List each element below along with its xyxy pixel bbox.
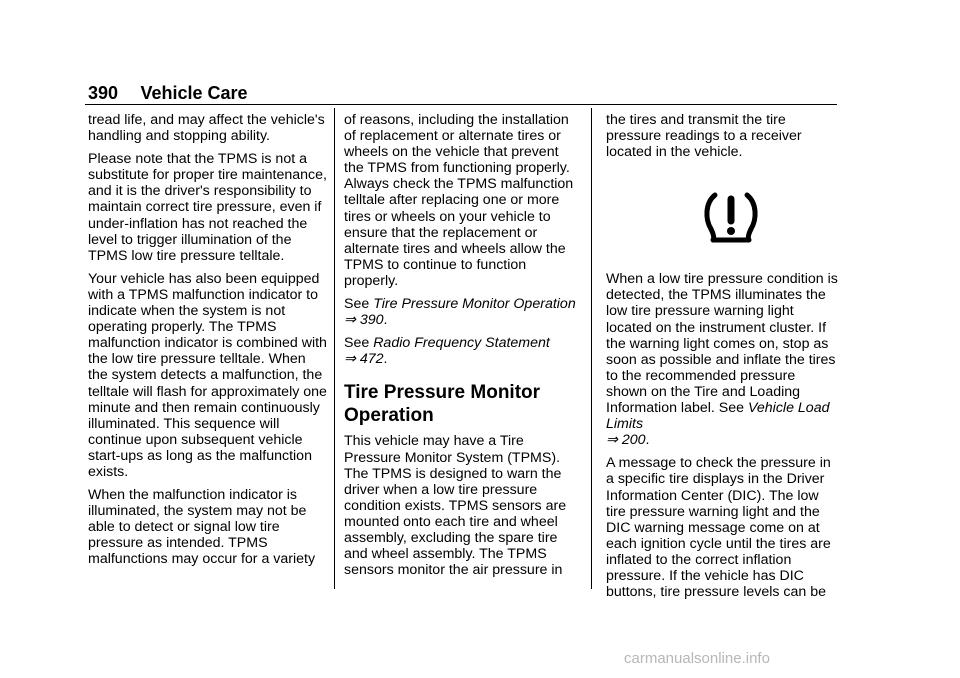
- paragraph: Your vehicle has also been equipped with a TPMS malfunction indicator to indicate when the system is not operating properly. The TPMS malfunction indicator is combined with the low tire pressure telltale. When the system detects a malfunction, the telltale will flash for approximately one minute and then remain continuously illuminated. This sequence will continue upon subsequent vehicle start-ups as long as the malfunction exists.: [88, 270, 327, 480]
- cross-reference-link[interactable]: Radio Frequency Statement: [373, 335, 550, 352]
- paragraph: This vehicle may have a Tire Pressure Monitor System (TPMS). The TPMS is designed to warn the driver when a low tire pressure condition exists. TPMS sensors are mounted onto each tire and wheel assembly, excluding the spare tire and wheel assembly. The TPMS sensors monitor the air pressure in: [344, 433, 567, 579]
- paragraph: A message to check the pressure in a specific tire displays in the Driver Information Center (DIC). The low tire pressure warning light and the DIC warning message come on at each ignition cycle until the tires are inflated to the correct inflation pressure. If the vehicle has DIC buttons, tire pressure levels can be: [606, 455, 831, 601]
- column-1: [88, 112, 328, 575]
- page-header: [88, 83, 248, 105]
- page-reference[interactable]: ⇒ 200: [606, 432, 646, 449]
- paragraph: the tires and transmit the tire pressure readings to a receiver located in the vehicle.: [606, 112, 802, 161]
- page-reference[interactable]: ⇒ 390: [344, 312, 384, 329]
- tpms-warning-icon: [606, 189, 838, 245]
- column-divider-2: [591, 108, 592, 589]
- watermark: carmanualsonline.info: [624, 650, 770, 667]
- see-reference-2: See Radio Frequency Statement ⇒ 472.: [344, 335, 550, 368]
- paragraph: When a low tire pressure condition is detected, the TPMS illuminates the low tire pressure warning light located on the instrument cluster. If the warning light comes on, stop as soon as possible and inflate the tires to the recommended pressure shown on the Tire and Loading Information label. See Vehicle Load Limits ⇒ 200.: [606, 271, 838, 449]
- column-3: [606, 112, 838, 607]
- section-heading: Tire Pressure Monitor Operation: [344, 382, 541, 427]
- page-number: 390: [88, 83, 119, 103]
- header-rule: [85, 104, 837, 105]
- see-reference-1: See Tire Pressure Monitor Operation ⇒ 390.: [344, 296, 576, 329]
- cross-reference-link[interactable]: Tire Pressure Monitor Operation: [373, 296, 576, 313]
- cross-reference-link[interactable]: Vehicle Load Limits: [606, 400, 830, 433]
- paragraph: tread life, and may affect the vehicle's handling and stopping ability.: [88, 112, 325, 145]
- tpms-warning-icon-graphic: [699, 189, 763, 245]
- paragraph: When the malfunction indicator is illuminated, the system may not be able to detect or signal low tire pressure as intended. TPMS malfunctions may occur for a variety: [88, 487, 316, 568]
- paragraph: of reasons, including the installation of replacement or alternate tires or wheels on the vehicle that prevent the TPMS from functioning properly. Always check the TPMS malfunction telltale after replacing one or more tires or wheels on your vehicle to ensure that the replacement or alternate tires and wheels allow the TPMS to continue to function properly.: [344, 112, 574, 289]
- section-title: Vehicle Care: [140, 83, 248, 103]
- column-divider-1: [334, 108, 335, 589]
- paragraph: Please note that the TPMS is not a substitute for proper tire maintenance, and it is the driver's responsibility to maintain correct tire pressure, even if under-inflation has not reached the level to trigger illumination of the TPMS low tire pressure telltale.: [88, 151, 327, 264]
- page-reference[interactable]: ⇒ 472: [344, 351, 384, 368]
- column-2: [344, 112, 580, 585]
